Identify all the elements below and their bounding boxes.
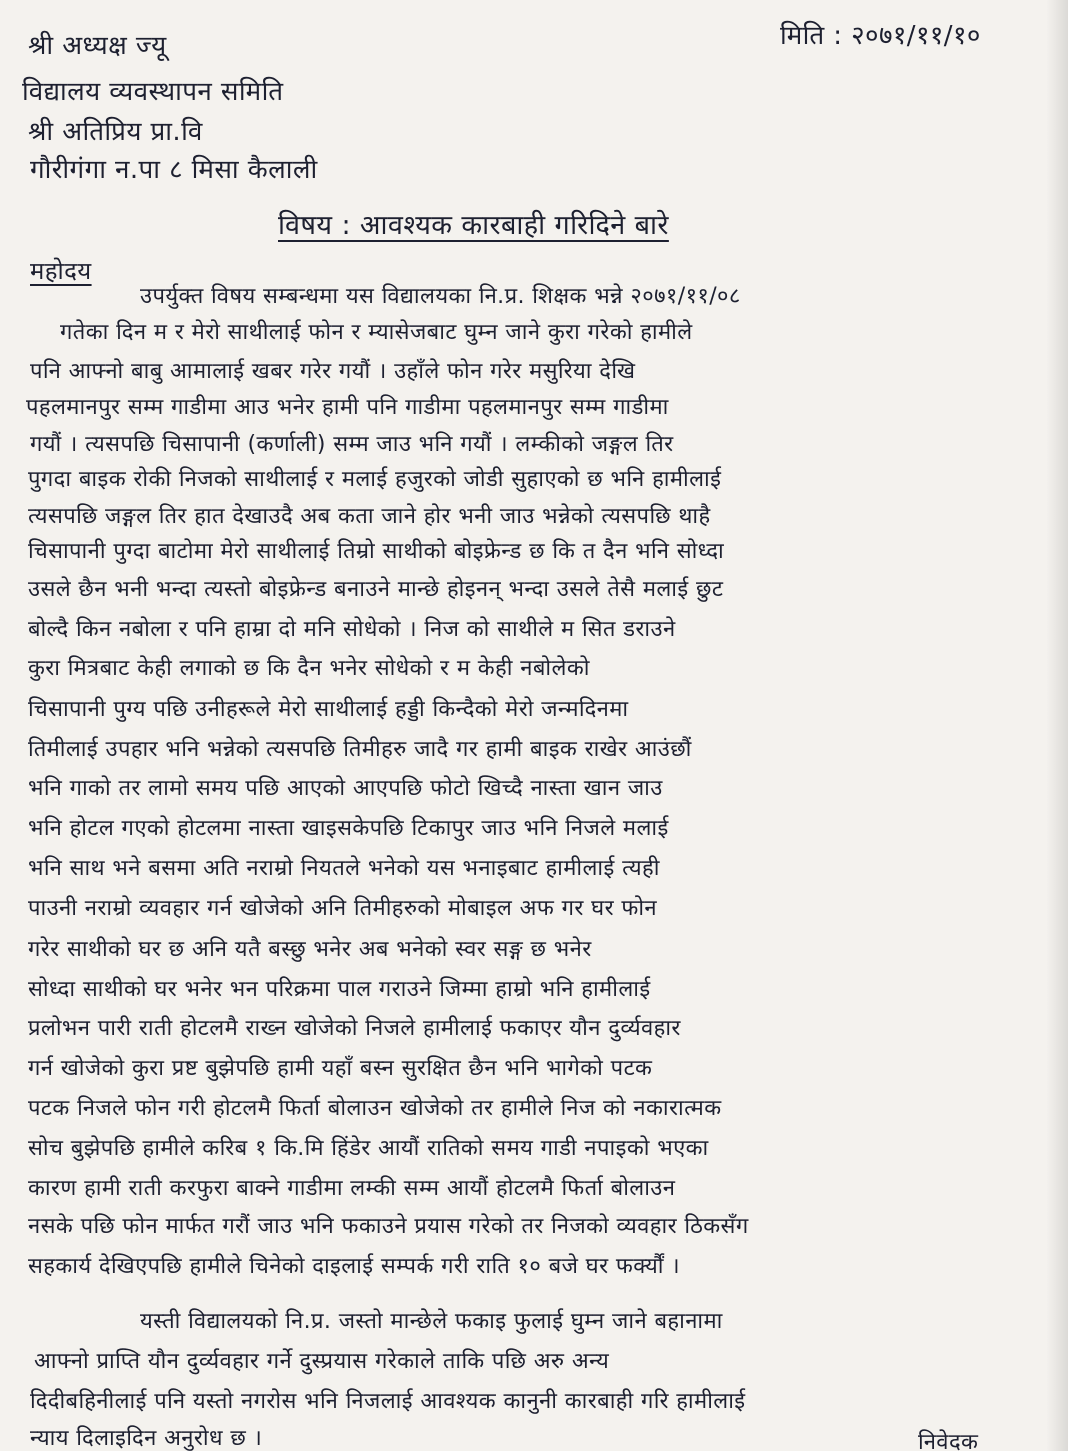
body-line: सोच बुझेपछि हामीले करिब १ कि.मि हिंडेर आयौं रातिको समय गाडी नपाइको भएका <box>28 1136 709 1161</box>
body-line: यस्ती विद्यालयको नि.प्र. जस्तो मान्छेले फकाइ फुलाई घुम्न जाने बहानामा <box>140 1309 723 1334</box>
body-line: सहकार्य देखिएपछि हामीले चिनेको दाइलाई सम्पर्क गरी राति १० बजे घर फर्क्यौं । <box>28 1254 680 1279</box>
body-line: पनि आफ्नो बाबु आमालाई खबर गरेर गयौं । उहाँले फोन गरेर मसुरिया देखि <box>30 359 636 384</box>
letter-salutation: महोदय <box>30 257 92 285</box>
body-line: दिदीबहिनीलाई पनि यस्तो नगरोस भनि निजलाई आवश्यक कानुनी कारबाही गरि हामीलाई <box>30 1389 746 1414</box>
body-line: उपर्युक्त विषय सम्बन्धमा यस विद्यालयका नि.प्र. शिक्षक भन्ने २०७१/११/०८ <box>140 284 741 309</box>
body-line: चिसापानी पुग्य पछि उनीहरूले मेरो साथीलाई हड्डी किन्दैको मेरो जन्मदिनमा <box>28 697 629 722</box>
body-line: कारण हामी राती करफुरा बाक्ने गाडीमा लम्की सम्म आयौं होटलमै फिर्ता बोलाउन <box>28 1176 676 1201</box>
body-line: पटक निजले फोन गरी होटलमै फिर्ता बोलाउन खोजेको तर हामीले निज को नकारात्मक <box>28 1096 722 1121</box>
recipient-location: गौरीगंगा न.पा ८ मिसा कैलाली <box>30 155 318 185</box>
body-line: भनि साथ भने बसमा अति नराम्रो नियतले भनेको यस भनाइबाट हामीलाई त्यही <box>28 856 660 881</box>
body-line: गतेका दिन म र मेरो साथीलाई फोन र म्यासेजबाट घुम्न जाने कुरा गरेको हामीले <box>60 320 693 345</box>
body-line: गर्न खोजेको कुरा प्रष्ट बुझेपछि हामी यहाँ बस्न सुरक्षित छैन भनि भागेको पटक <box>28 1056 653 1081</box>
body-line: चिसापानी पुग्दा बाटोमा मेरो साथीलाई तिम्रो साथीको बोइफ्रेन्ड छ कि त दैन भनि सोध्दा <box>28 539 725 564</box>
letter-signature: निवेदक <box>918 1430 979 1451</box>
body-line: पहलमानपुर सम्म गाडीमा आउ भनेर हामी पनि गाडीमा पहलमानपुर सम्म गाडीमा <box>26 395 669 420</box>
letter-date: मिति : २०७१/११/१० <box>780 21 981 51</box>
body-line: गरेर साथीको घर छ अनि यतै बस्छु भनेर अब भनेको स्वर सङ्ग छ भनेर <box>28 937 592 962</box>
recipient-title: श्री अध्यक्ष ज्यू <box>28 31 167 61</box>
body-line: पाउनी नराम्रो व्यवहार गर्न खोजेको अनि तिमीहरुको मोबाइल अफ गर घर फोन <box>28 896 658 921</box>
body-line: सोध्दा साथीको घर भनेर भन परिक्रमा पाल गराउने जिम्मा हाम्रो भनि हामीलाई <box>28 977 651 1002</box>
body-line: तिमीलाई उपहार भनि भन्नेको त्यसपछि तिमीहरु जादै गर हामी बाइक राखेर आउंछौं <box>28 737 692 762</box>
body-line: न्याय दिलाइदिन अनुरोध छ । <box>30 1426 263 1451</box>
body-line: गयौं । त्यसपछि चिसापानी (कर्णाली) सम्म जाउ भनि गयौं । लम्कीको जङ्गल तिर <box>30 432 674 457</box>
body-line: कुरा मित्रबाट केही लगाको छ कि दैन भनेर सोधेको र म केही नबोलेको <box>28 656 590 681</box>
body-line: त्यसपछि जङ्गल तिर हात देखाउदै अब कता जाने होर भनी जाउ भन्नेको त्यसपछि थाहै <box>28 504 711 529</box>
recipient-school: श्री अतिप्रिय प्रा.वि <box>28 117 203 147</box>
body-line: आफ्नो प्राप्ति यौन दुर्व्यवहार गर्ने दुस्प्रयास गरेकाले ताकि पछि अरु अन्य <box>34 1349 610 1374</box>
body-line: प्रलोभन पारी राती होटलमै राख्न खोजेको निजले हामीलाई फकाएर यौन दुर्व्यवहार <box>28 1016 681 1041</box>
recipient-committee: विद्यालय व्यवस्थापन समिति <box>22 77 284 107</box>
body-line: भनि गाको तर लामो समय पछि आएको आएपछि फोटो खिच्दै नास्ता खान जाउ <box>28 776 663 801</box>
body-line: पुगदा बाइक रोकी निजको साथीलाई र मलाई हजुरको जोडी सुहाएको छ भनि हामीलाई <box>28 467 722 492</box>
body-line: भनि होटल गएको होटलमा नास्ता खाइसकेपछि टिकापुर जाउ भनि निजले मलाई <box>28 816 669 841</box>
body-line: नसके पछि फोन मार्फत गरौं जाउ भनि फकाउने प्रयास गरेको तर निजको व्यवहार ठिकसँग <box>28 1214 749 1239</box>
body-line: बोल्दै किन नबोला र पनि हाम्रा दो मनि सोधेको । निज को साथीले म सित डराउने <box>28 617 676 642</box>
letter-subject: विषय : आवश्यक कारबाही गरिदिने बारे <box>278 210 669 241</box>
body-line: उसले छैन भनी भन्दा त्यस्तो बोइफ्रेन्ड बनाउने मान्छे होइनन् भन्दा उसले तेसै मलाई छुट <box>28 577 724 602</box>
